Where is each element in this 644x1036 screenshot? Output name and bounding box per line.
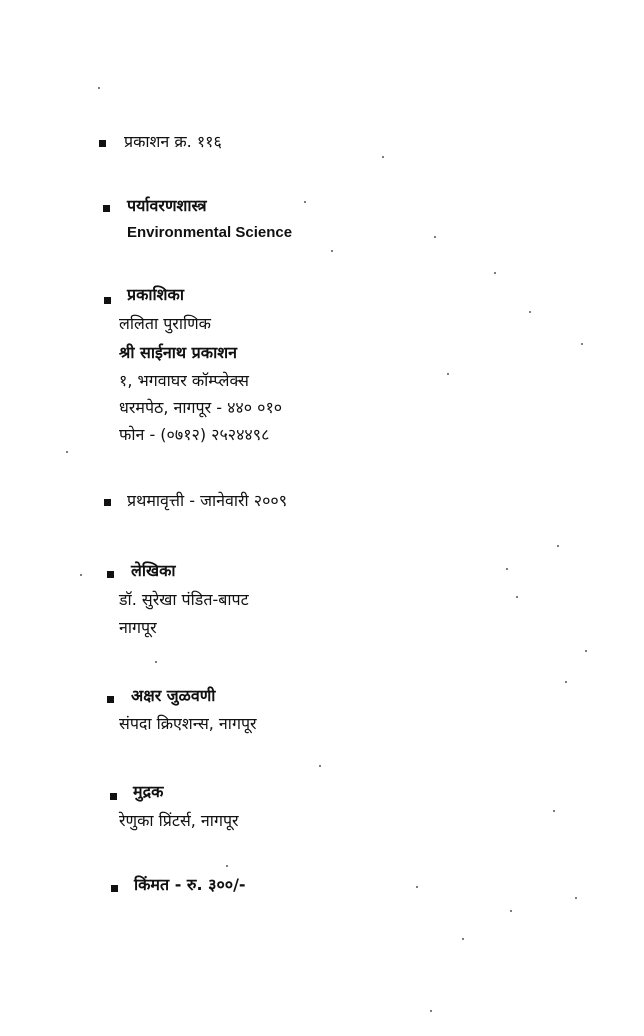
book-title-marathi: पर्यावरणशास्त्र — [127, 196, 207, 215]
publisher-company: श्री साईनाथ प्रकाशन — [119, 343, 237, 362]
bullet-marker — [103, 205, 110, 212]
scan-speck — [494, 272, 496, 274]
printer-value: रेणुका प्रिंटर्स, नागपूर — [119, 811, 239, 830]
scan-speck — [581, 343, 583, 345]
scan-speck — [155, 661, 157, 663]
scan-speck — [66, 451, 68, 453]
author-heading: लेखिका — [131, 561, 176, 580]
bullet-marker — [107, 696, 114, 703]
scan-speck — [557, 545, 559, 547]
scan-speck — [516, 596, 518, 598]
publisher-address-line1: १, भगवाघर कॉम्प्लेक्स — [119, 371, 249, 390]
publisher-address-line2: धरमपेठ, नागपूर - ४४० ०१० — [119, 398, 283, 417]
publisher-name: ललिता पुराणिक — [119, 314, 211, 333]
typesetting-value: संपदा क्रिएशन्स, नागपूर — [119, 714, 257, 733]
bullet-marker — [99, 140, 106, 147]
scan-speck — [226, 865, 228, 867]
scan-speck — [447, 373, 449, 375]
scan-speck — [506, 568, 508, 570]
bullet-marker — [107, 571, 114, 578]
author-city: नागपूर — [119, 618, 157, 637]
bullet-marker — [111, 885, 118, 892]
scan-speck — [529, 311, 531, 313]
publisher-heading: प्रकाशिका — [127, 285, 184, 304]
bullet-marker — [104, 297, 111, 304]
first-edition: प्रथमावृत्ती - जानेवारी २००९ — [127, 491, 288, 510]
scan-speck — [416, 886, 418, 888]
author-name: डॉ. सुरेखा पंडित-बापट — [119, 590, 249, 609]
scan-speck — [462, 938, 464, 940]
scan-speck — [331, 250, 333, 252]
bullet-marker — [104, 499, 111, 506]
scan-speck — [565, 681, 567, 683]
scan-speck — [510, 910, 512, 912]
scan-speck — [304, 201, 306, 203]
scan-speck — [553, 810, 555, 812]
scan-speck — [434, 236, 436, 238]
scan-speck — [430, 1010, 432, 1012]
publisher-phone: फोन - (०७१२) २५२४४९८ — [119, 425, 270, 444]
scan-speck — [98, 87, 100, 89]
scan-speck — [319, 765, 321, 767]
scan-speck — [382, 156, 384, 158]
scan-speck — [585, 650, 587, 652]
book-title-english: Environmental Science — [127, 224, 293, 241]
printer-heading: मुद्रक — [133, 782, 164, 801]
publication-number: प्रकाशन क्र. ११६ — [124, 132, 222, 151]
scan-speck — [80, 574, 82, 576]
price: किंमत - रु. ३००/- — [134, 875, 246, 894]
typesetting-heading: अक्षर जुळवणी — [131, 686, 216, 705]
bullet-marker — [110, 793, 117, 800]
scan-speck — [575, 897, 577, 899]
